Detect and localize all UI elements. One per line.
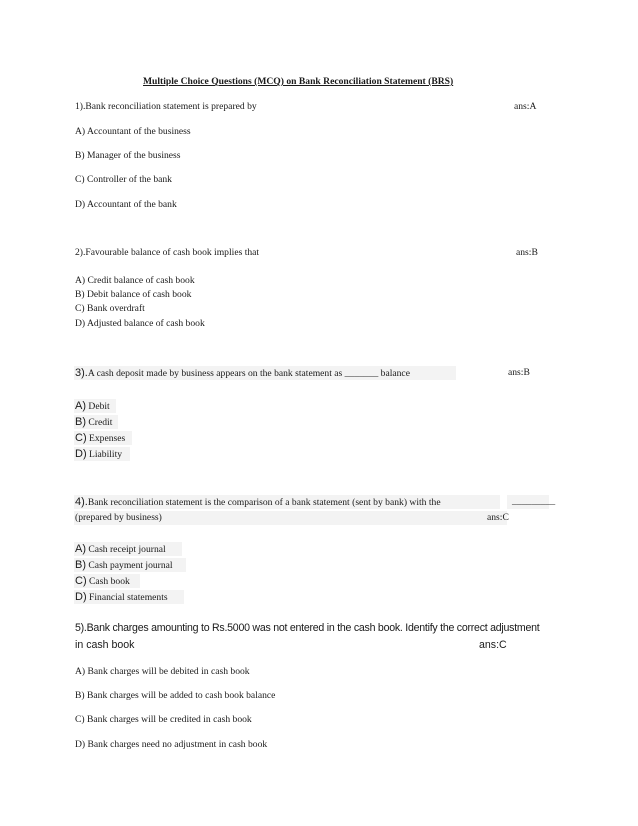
option-text: Credit [88,417,113,428]
option-text: Cash payment journal [88,560,173,571]
question-4-option-a [75,543,166,556]
question-3-option-a [75,400,110,413]
option-letter: A) [75,400,86,412]
option-text: Financial statements [89,592,168,603]
option-letter: C) [75,432,87,444]
question-1-option-d: D) Accountant of the bank [75,199,177,210]
question-1-option-c: C) Controller of the bank [75,174,172,185]
option-letter: D) [75,448,87,460]
option-letter: D) [75,591,87,603]
question-2-option-c: C) Bank overdraft [75,303,145,314]
question-3-answer: ans:B [508,367,530,378]
question-2-option-b: B) Debit balance of cash book [75,289,192,300]
question-3-option-b [75,416,112,429]
question-5-prompt: 5).Bank charges amounting to Rs.5000 was not entered in the cash book. Identify the correct adjustment [75,622,540,634]
question-4-prompt: Bank reconciliation statement is the comparison of a bank statement (sent by bank) with the [87,497,441,508]
question-2-option-d: D) Adjusted balance of cash book [75,318,205,329]
option-letter: C) [75,575,87,587]
question-5-answer: ans:C [479,639,507,651]
question-1-prompt: 1).Bank reconciliation statement is prepared by [75,101,257,112]
question-5-option-a: A) Bank charges will be debited in cash book [75,666,250,677]
question-4-number: 4). [75,496,88,508]
question-4-answer: ans:C [487,512,509,523]
option-text: Liability [89,449,123,460]
question-3-option-c [75,432,125,445]
question-5-option-c: C) Bank charges will be credited in cash book [75,714,252,725]
question-3-option-d [75,448,122,461]
option-text: Cash receipt journal [88,544,166,555]
question-3-prompt-line [75,367,410,380]
question-4-option-d [75,591,168,604]
question-2-prompt: 2).Favourable balance of cash book implies that [75,247,260,258]
option-letter: B) [75,559,86,571]
option-letter: A) [75,543,86,555]
question-4-option-b [75,559,173,572]
question-2-option-a: A) Credit balance of cash book [75,275,195,286]
question-4-prompt-line2: (prepared by business) [75,512,162,523]
question-1-answer: ans:A [514,101,537,112]
question-3-prompt: A cash deposit made by business appears on the bank statement as _______ balance [87,368,410,379]
question-1-option-b: B) Manager of the business [75,150,181,161]
question-4-prompt-line [75,496,441,509]
option-text: Cash book [89,576,130,587]
question-3-number: 3). [75,367,88,379]
question-4-blank: _________ [512,496,556,507]
question-5-option-d: D) Bank charges need no adjustment in cash book [75,739,268,750]
option-text: Expenses [89,433,126,444]
question-4-option-c [75,575,130,588]
question-1-option-a: A) Accountant of the business [75,126,191,137]
document-title: Multiple Choice Questions (MCQ) on Bank Reconciliation Statement (BRS) [143,76,454,87]
option-letter: B) [75,416,86,428]
question-5-option-b: B) Bank charges will be added to cash book balance [75,690,276,701]
option-text: Debit [88,401,110,412]
question-5-prompt-line2: in cash book [75,639,135,651]
question-2-answer: ans:B [516,247,538,258]
